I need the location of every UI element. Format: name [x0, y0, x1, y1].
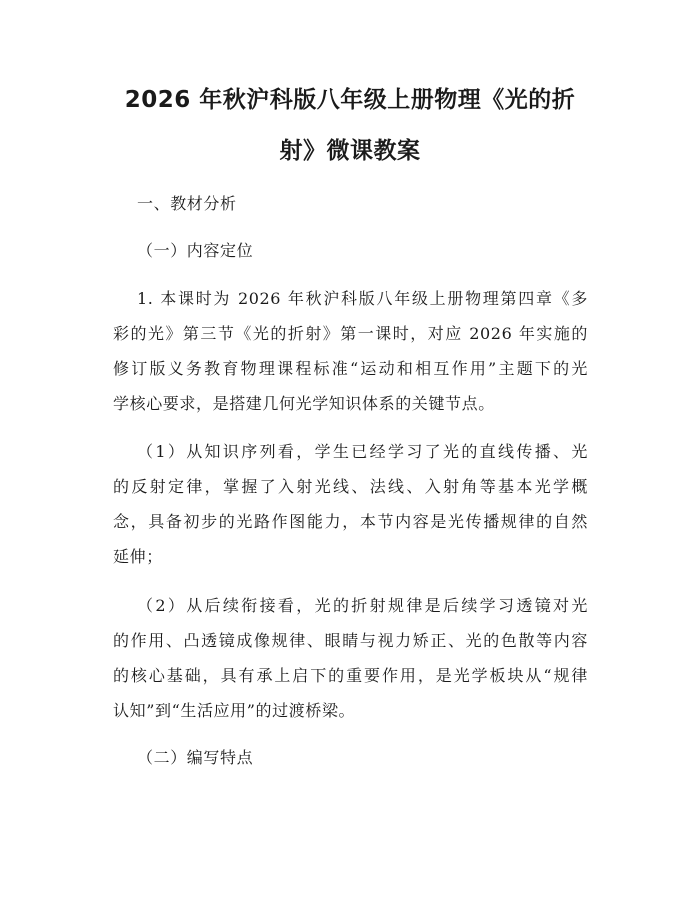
paragraph-3-line-1: （2）从后续衔接看，光的折射规律是后续学习透镜对光 — [137, 596, 588, 615]
paragraph-2-line-2: 的反射定律，掌握了入射光线、法线、入射角等基本光学概 — [113, 477, 588, 496]
paragraph-1-line-1: 1. 本课时为 2026 年秋沪科版八年级上册物理第四章《多 — [137, 289, 588, 308]
paragraph-3-line-2: 的作用、凸透镜成像规律、眼睛与视力矫正、光的色散等内容 — [113, 631, 588, 650]
section-heading-analysis: 一、教材分析 — [137, 194, 237, 213]
paragraph-2-line-1: （1）从知识序列看，学生已经学习了光的直线传播、光 — [137, 442, 588, 461]
paragraph-1-line-3: 修订版义务教育物理课程标准“运动和相互作用”主题下的光 — [113, 359, 588, 378]
subsection-heading-features: （二）编写特点 — [137, 748, 254, 767]
paragraph-2-line-3: 念，具备初步的光路作图能力，本节内容是光传播规律的自然 — [113, 512, 588, 531]
subsection-heading-positioning: （一）内容定位 — [137, 241, 254, 260]
document-title-line-2: 射》微课教案 — [279, 138, 421, 164]
paragraph-2-line-4: 延伸； — [113, 547, 163, 566]
paragraph-1-line-2: 彩的光》第三节《光的折射》第一课时，对应 2026 年实施的 — [113, 324, 588, 343]
document-title-line-1: 2026 年秋沪科版八年级上册物理《光的折 — [124, 87, 576, 113]
paragraph-1-line-4: 学核心要求，是搭建几何光学知识体系的关键节点。 — [113, 394, 495, 413]
paragraph-3-line-4: 认知”到“生活应用”的过渡桥梁。 — [113, 701, 356, 720]
paragraph-3-line-3: 的核心基础，具有承上启下的重要作用，是光学板块从“规律 — [113, 666, 588, 685]
